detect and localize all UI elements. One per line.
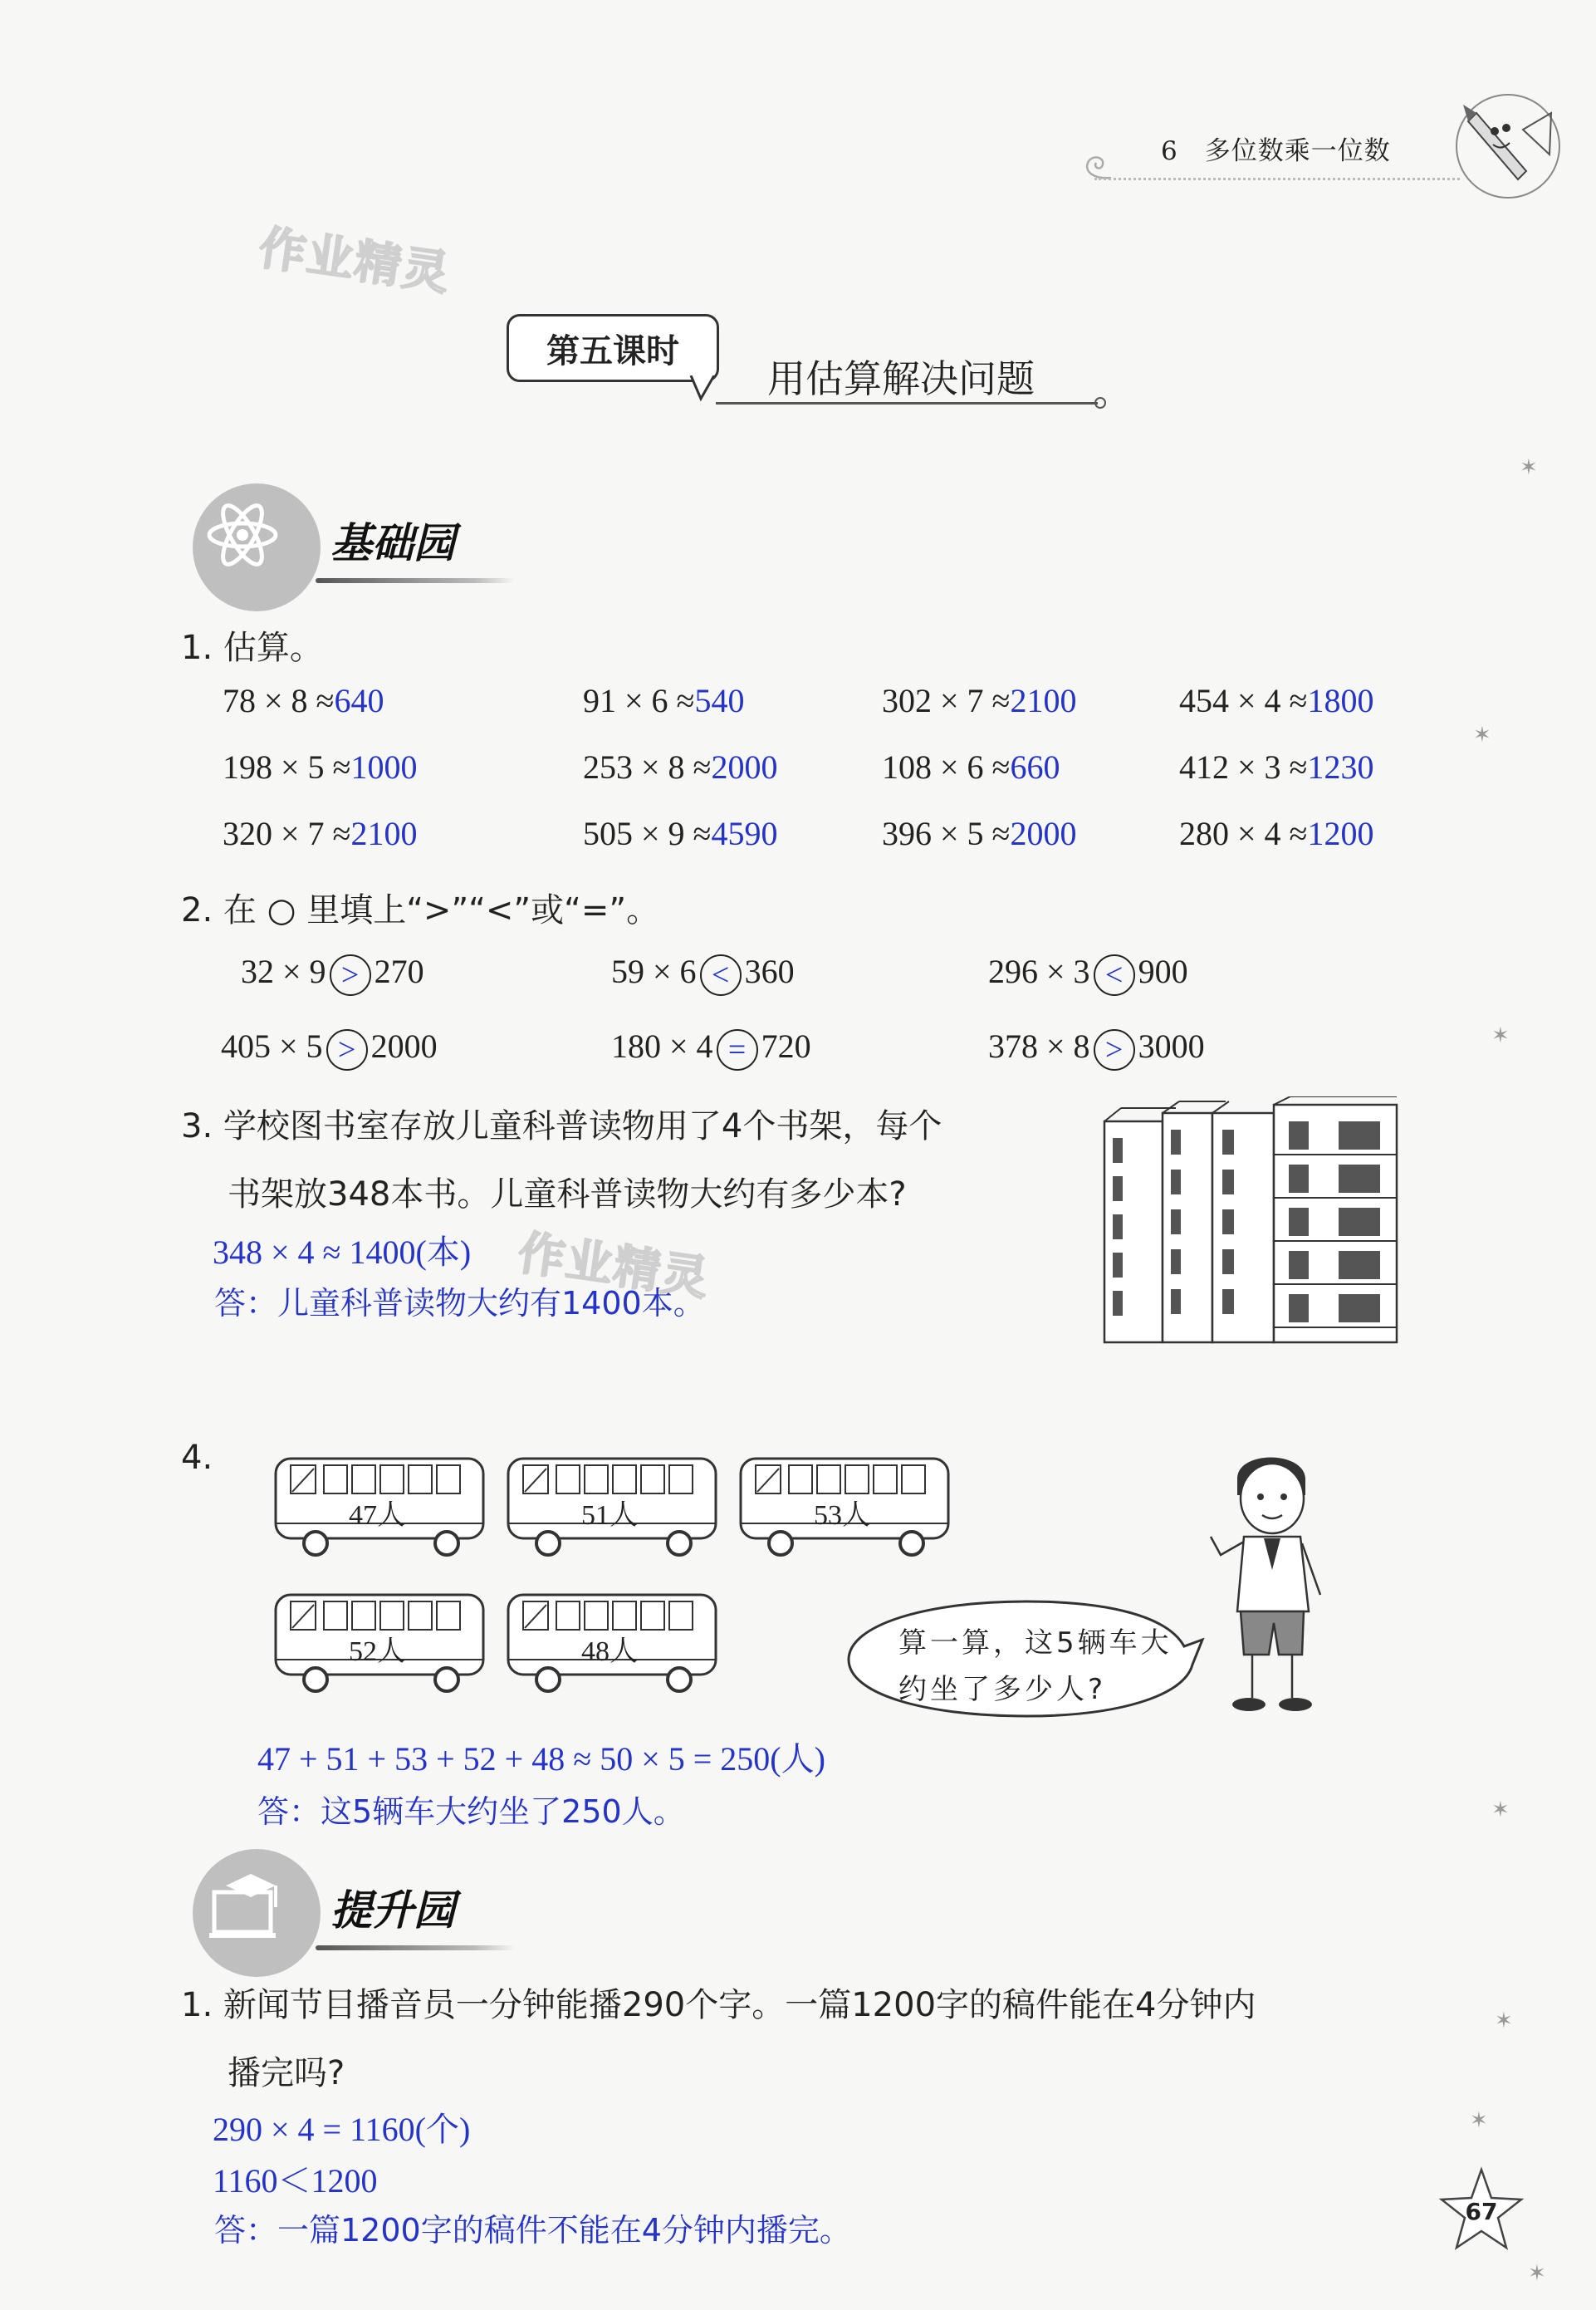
bus-passenger-count: 52人: [349, 1636, 405, 1667]
bus-illustration: [272, 1590, 488, 1698]
section-title-basic: 基础园: [330, 518, 455, 567]
q2-right: 3000: [1138, 1027, 1205, 1065]
q2-right: 270: [374, 953, 424, 990]
q1-answer: 2000: [711, 748, 778, 786]
q1-expression: 253 × 8 ≈: [583, 748, 712, 786]
section-title-advanced: 提升园: [330, 1886, 455, 1935]
q1-item: [223, 814, 418, 853]
star-decoration-icon: ✶: [1528, 2261, 1546, 2286]
boy-character-illustration: [1204, 1445, 1345, 1719]
q2-right: 2000: [370, 1027, 438, 1065]
bus-illustration: [505, 1454, 721, 1562]
q1-expression: 280 × 4 ≈: [1179, 815, 1308, 852]
bookshelves-illustration: [1101, 1096, 1400, 1346]
section-underline: [316, 578, 515, 583]
lesson-title-dot: [1094, 397, 1106, 409]
q1-answer: 4590: [711, 815, 778, 852]
q1-answer: 640: [334, 682, 384, 719]
q2-answer-circle: >: [330, 954, 371, 996]
page-number: 67: [1465, 2197, 1498, 2225]
q2-item: [988, 952, 1188, 996]
p1-line2: 播完吗?: [228, 2054, 345, 2092]
q3-line1: 3. 学校图书室存放儿童科普读物用了4个书架，每个: [181, 1107, 942, 1145]
q1-answer: 2100: [350, 815, 418, 852]
q1-prompt: 1. 估算。: [181, 629, 323, 667]
q2-item: [611, 952, 795, 996]
q3-line2: 书架放348本书。儿童科普读物大约有多少本?: [228, 1175, 907, 1214]
q1-answer: 1000: [350, 748, 418, 786]
bus-illustration: [737, 1454, 953, 1562]
q1-expression: 91 × 6 ≈: [583, 682, 695, 719]
q1-expression: 78 × 8 ≈: [223, 682, 335, 719]
q1-expression: 302 × 7 ≈: [882, 682, 1011, 719]
q1-expression: 505 × 9 ≈: [583, 815, 712, 852]
star-decoration-icon: ✶: [1495, 2008, 1513, 2033]
q1-answer: 660: [1010, 748, 1060, 786]
q2-right: 720: [761, 1027, 811, 1065]
q2-right: 900: [1138, 953, 1188, 990]
watermark-2: 作业精灵: [514, 1226, 713, 1307]
lesson-badge-tail: [689, 375, 722, 402]
q2-left: 180 × 4: [611, 1027, 713, 1065]
q3-answer: 答：儿童科普读物大约有1400本。: [214, 1285, 705, 1322]
q1-answer: 1230: [1307, 748, 1374, 786]
q2-left: 59 × 6: [611, 953, 697, 990]
q2-item: [221, 1027, 438, 1071]
q1-answer: 1200: [1307, 815, 1374, 852]
q2-left: 405 × 5: [221, 1027, 323, 1065]
q2-left: 378 × 8: [988, 1027, 1090, 1065]
q2-right: 360: [744, 953, 795, 990]
q3-calculation: 348 × 4 ≈ 1400(本): [213, 1233, 472, 1271]
star-decoration-icon: ✶: [1473, 723, 1491, 748]
p1-calc2: 1160＜1200: [213, 2162, 378, 2200]
q2-left: 32 × 9: [241, 953, 326, 990]
q1-expression: 412 × 3 ≈: [1179, 748, 1308, 786]
watermark: 作业精灵: [255, 221, 454, 302]
q1-answer: 1800: [1307, 682, 1374, 719]
q1-item: [1179, 748, 1374, 787]
q1-expression: 108 × 6 ≈: [882, 748, 1011, 786]
p1-line1: 1. 新闻节目播音员一分钟能播290个字。一篇1200字的稿件能在4分钟内: [181, 1986, 1256, 2024]
q2-answer-circle: >: [1094, 1029, 1135, 1071]
pencil-mascot-icon: [1443, 80, 1568, 204]
q2-item: [988, 1027, 1205, 1071]
p1-calc1: 290 × 4 = 1160(个): [213, 2111, 471, 2148]
q1-item: [882, 748, 1060, 787]
q1-item: [223, 681, 384, 720]
bus-passenger-count: 53人: [814, 1500, 870, 1531]
q1-expression: 454 × 4 ≈: [1179, 682, 1308, 719]
bubble-text: 算一算，这5辆车大约坐了多少人?: [898, 1626, 1173, 1706]
q1-answer: 2000: [1010, 815, 1077, 852]
p1-answer: 答：一篇1200字的稿件不能在4分钟内播完。: [214, 2212, 851, 2249]
q1-answer: 2100: [1010, 682, 1077, 719]
bus-passenger-count: 48人: [581, 1636, 638, 1667]
q4-calculation: 47 + 51 + 53 + 52 + 48 ≈ 50 × 5 = 250(人): [257, 1740, 825, 1778]
lesson-badge: 第五课时: [507, 314, 719, 382]
bus-passenger-count: 51人: [581, 1500, 638, 1531]
bus-passenger-count: 47人: [349, 1500, 405, 1531]
bus-illustration: [272, 1454, 488, 1562]
q1-expression: 396 × 5 ≈: [882, 815, 1011, 852]
q1-item: [882, 681, 1077, 720]
chapter-title: 6 多位数乘一位数: [1161, 136, 1391, 166]
graduation-section-icon: [193, 1849, 321, 1977]
q1-answer: 540: [694, 682, 745, 719]
header-divider: [1094, 178, 1460, 180]
star-decoration-icon: ✶: [1470, 2108, 1488, 2133]
q1-item: [583, 748, 778, 787]
star-decoration-icon: ✶: [1491, 1023, 1510, 1048]
q1-item: [1179, 814, 1374, 853]
star-decoration-icon: ✶: [1520, 455, 1538, 480]
q2-prompt: 2. 在 ○ 里填上“>”“<”或“=”。: [181, 891, 660, 929]
q1-item: [223, 748, 418, 787]
atom-section-icon: [193, 483, 321, 611]
q1-item: [882, 814, 1077, 853]
q1-item: [583, 681, 745, 720]
q2-item: [611, 1027, 811, 1071]
q2-answer-circle: >: [326, 1029, 368, 1071]
q1-item: [1179, 681, 1374, 720]
q2-left: 296 × 3: [988, 953, 1090, 990]
q4-answer: 答：这5辆车大约坐了250人。: [257, 1793, 685, 1830]
lesson-title: 用估算解决问题: [767, 356, 1035, 401]
q4-number: 4.: [181, 1439, 213, 1477]
bus-illustration: [505, 1590, 721, 1698]
q1-expression: 320 × 7 ≈: [223, 815, 351, 852]
q2-answer-circle: <: [700, 954, 742, 996]
q2-item: [241, 952, 424, 996]
section-underline-2: [316, 1945, 515, 1950]
q2-answer-circle: =: [717, 1029, 758, 1071]
q1-item: [583, 814, 778, 853]
q1-expression: 198 × 5 ≈: [223, 748, 351, 786]
star-decoration-icon: ✶: [1491, 1797, 1510, 1822]
q2-answer-circle: <: [1094, 954, 1135, 996]
